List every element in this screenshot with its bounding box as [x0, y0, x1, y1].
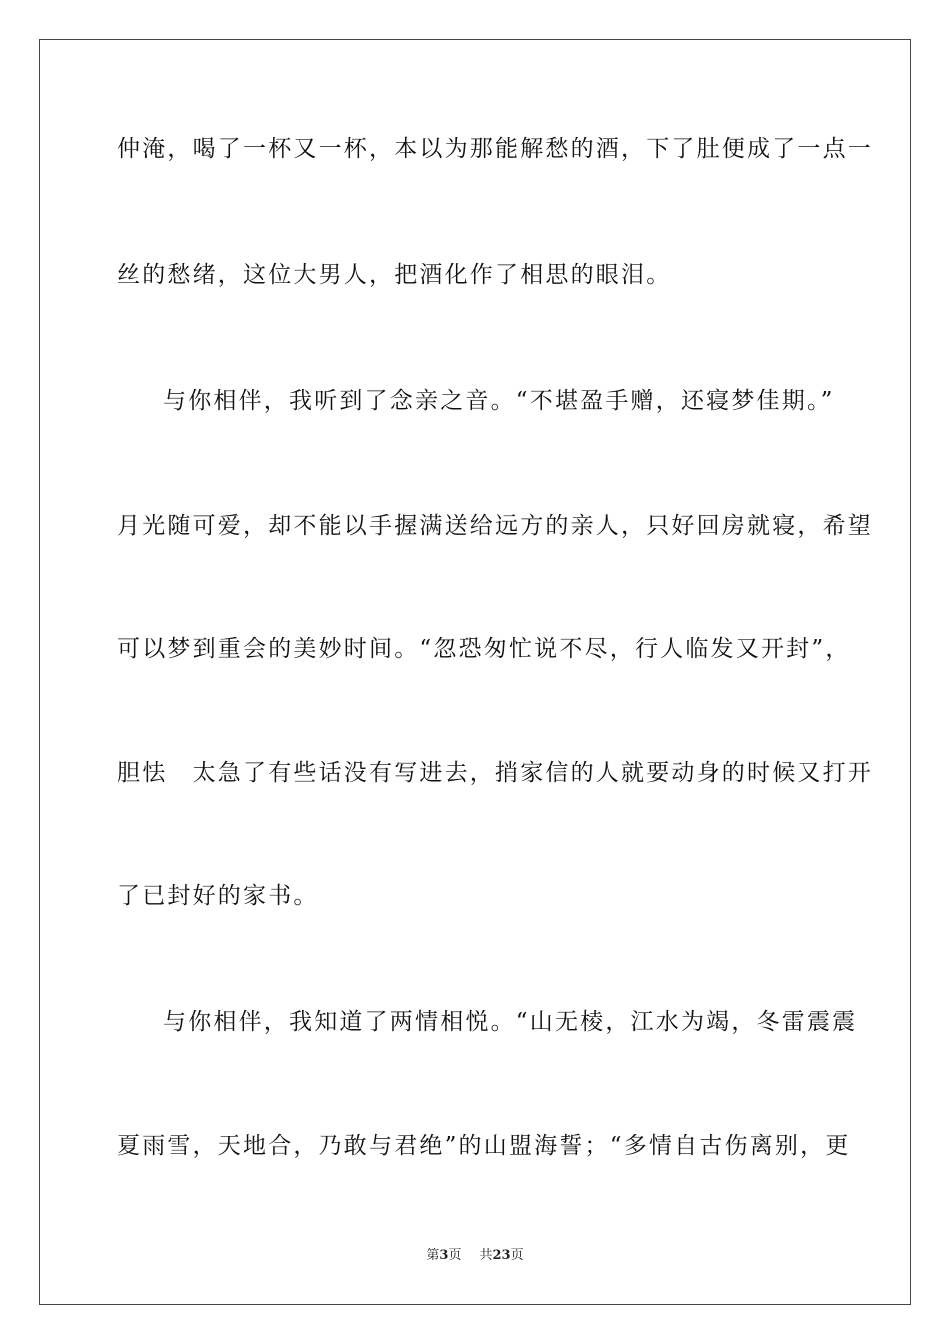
footer-total-pages: 23: [492, 1248, 511, 1263]
text-line-7: 了已封好的家书。: [117, 883, 319, 909]
text-line-9: 夏雨雪，天地合，乃敢与君绝”的山盟海誓；“多情自古伤离别，更: [117, 1133, 851, 1159]
page-footer: [0, 1247, 950, 1265]
paragraph-start-line-8: 与你相伴，我知道了两情相悦。“山无棱，江水为竭，冬雷震震: [163, 1009, 858, 1035]
footer-page-suffix: 页: [448, 1248, 462, 1263]
text-line-2: 丝的愁绪，这位大男人，把酒化作了相思的眼泪。: [117, 262, 672, 288]
page-border: [39, 39, 911, 1305]
text-line-5: 可以梦到重会的美妙时间。“忽恐匆忙说不尽，行人临发又开封”，: [117, 636, 851, 662]
text-line-1: 仲淹，喝了一杯又一杯，本以为那能解愁的酒，下了肚便成了一点一: [117, 136, 873, 162]
text-line-4: 月光随可爱，却不能以手握满送给远方的亲人，只好回房就寝，希望: [117, 513, 873, 539]
footer-page-prefix: 第: [426, 1248, 440, 1263]
footer-page-number: 3: [439, 1248, 449, 1263]
footer-total-prefix: 共: [479, 1248, 493, 1263]
footer-total-suffix: 页: [510, 1248, 524, 1263]
paragraph-start-line-3: 与你相伴，我听到了念亲之音。“不堪盈手赠，还寝梦佳期。”: [163, 388, 835, 414]
text-line-6: 胆怯 太急了有些话没有写进去，捎家信的人就要动身的时候又打开: [117, 760, 873, 786]
